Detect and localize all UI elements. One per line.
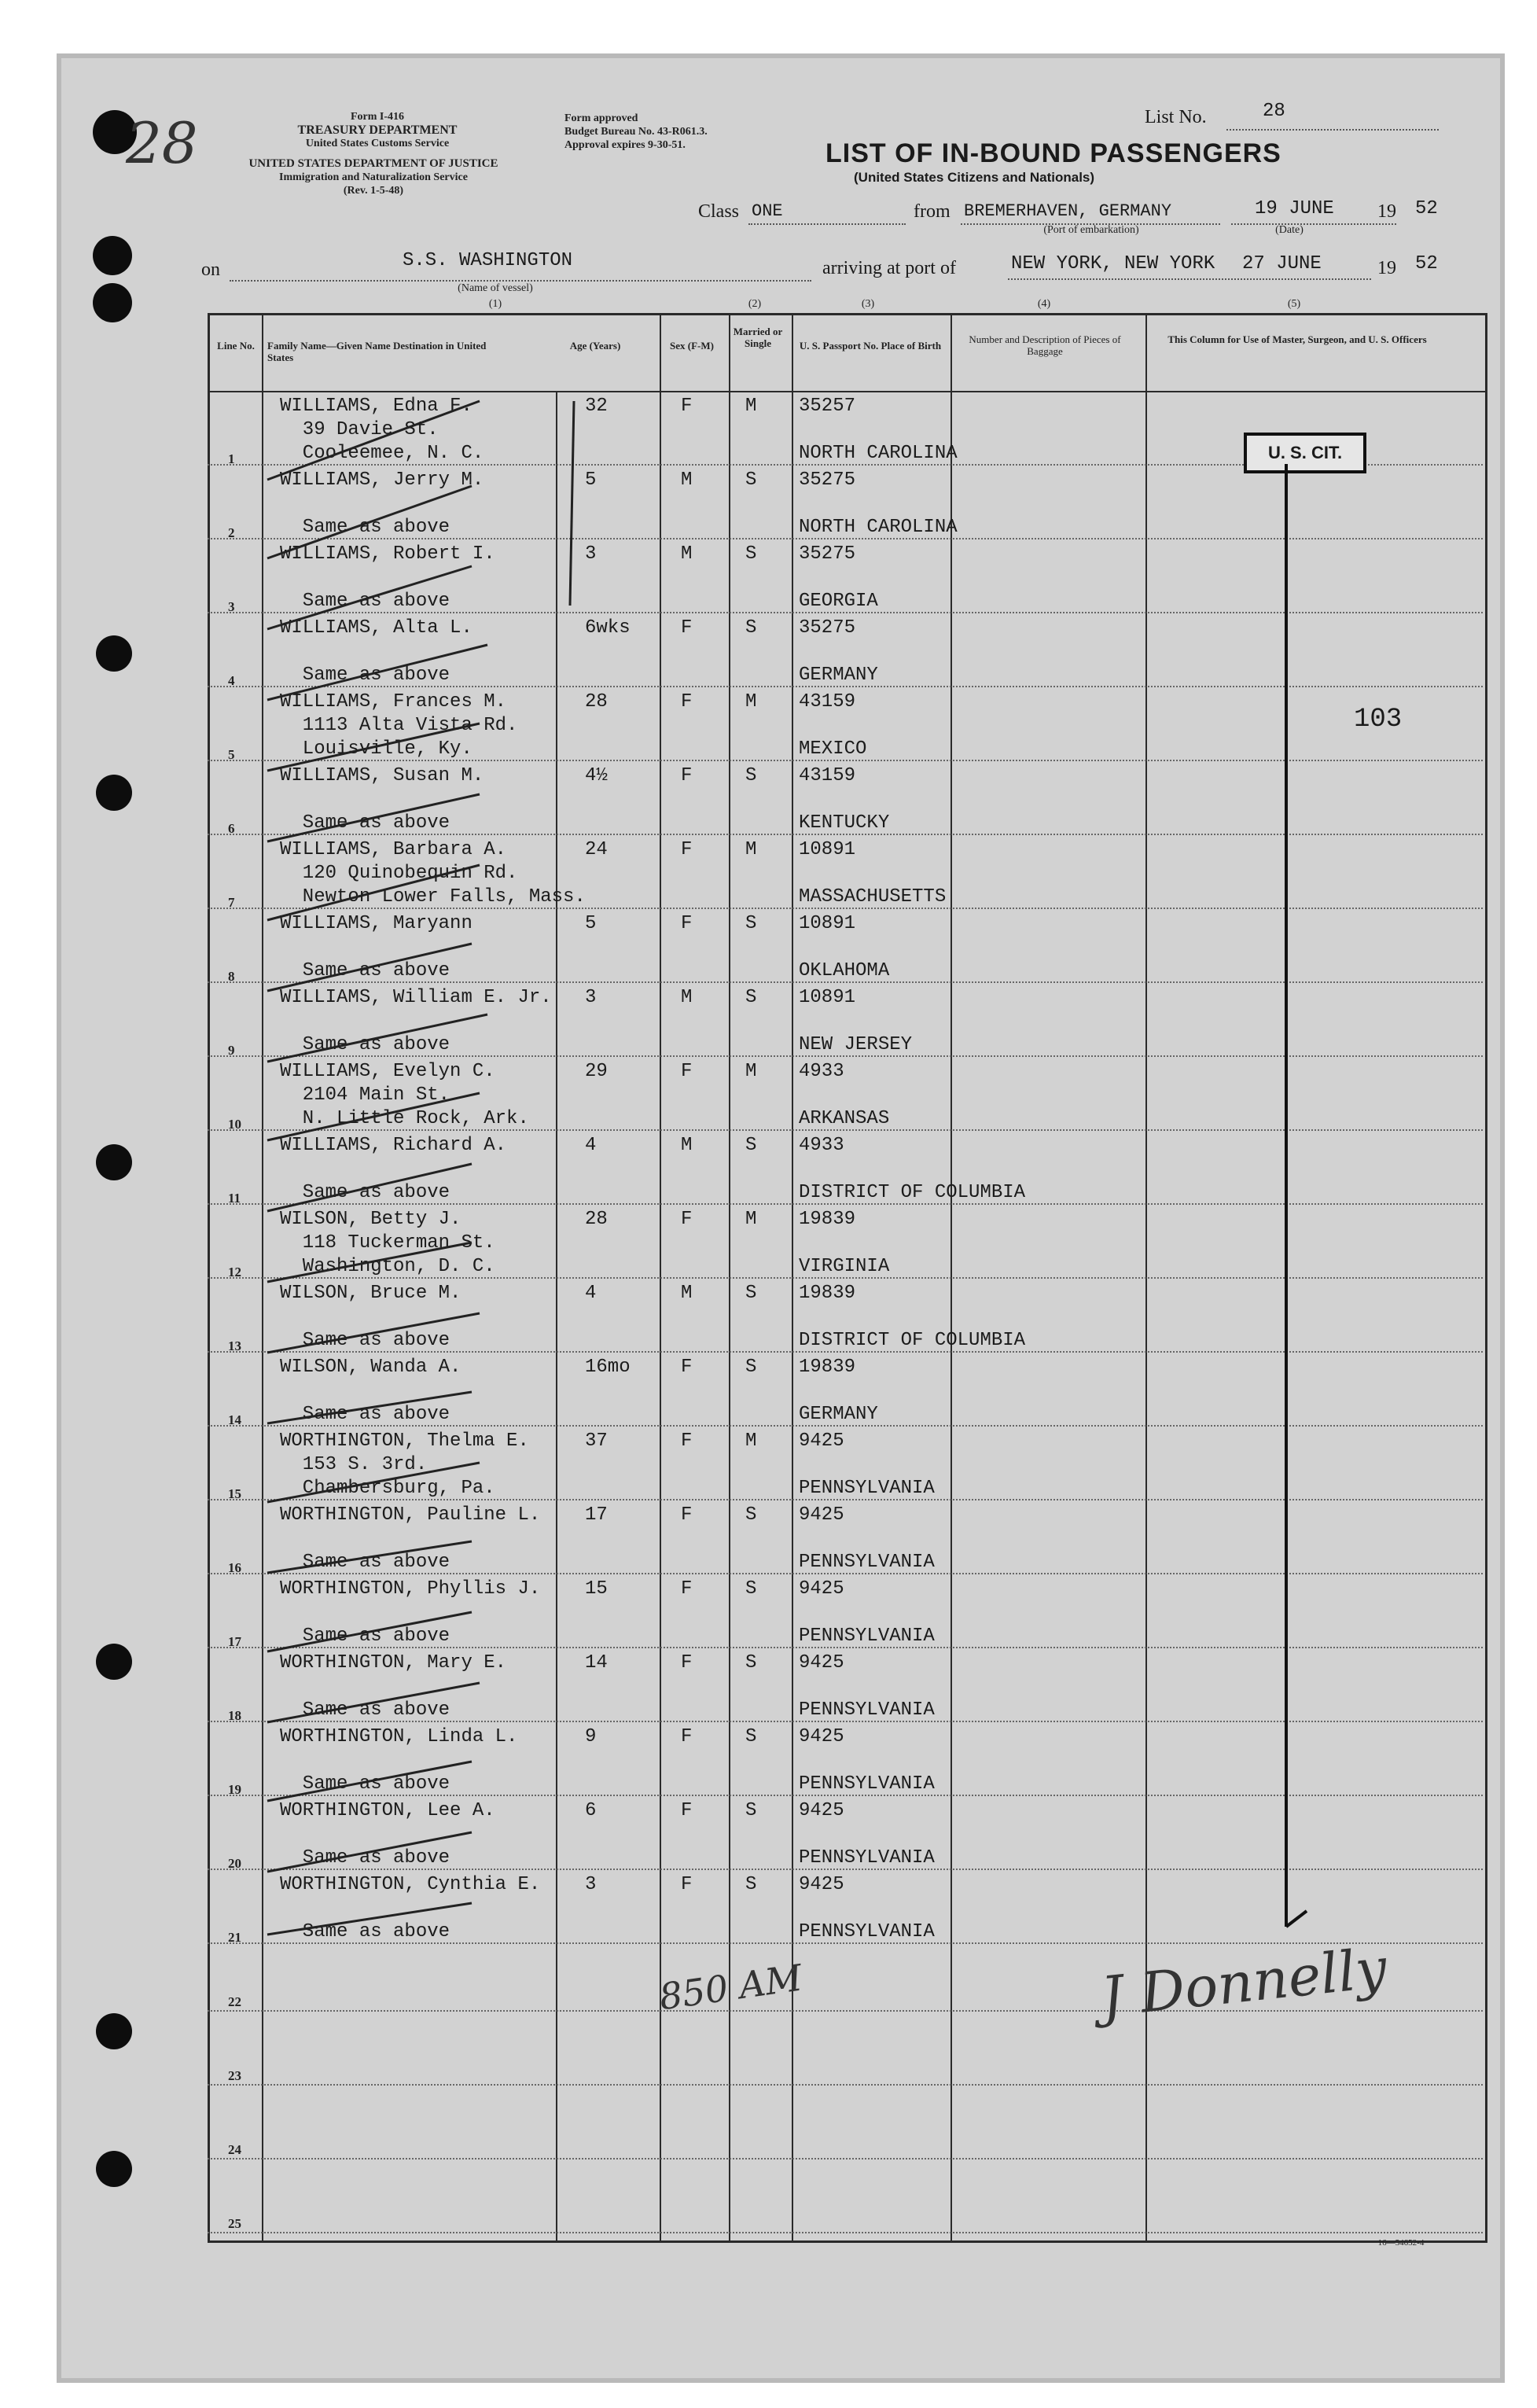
- passenger-sex: F: [681, 1209, 693, 1230]
- passenger-name: WILLIAMS, Evelyn C. 2104 Main St. N. Little Rock, Ark.: [280, 1061, 529, 1129]
- marital-status: S: [745, 469, 757, 491]
- line-number: 6: [228, 821, 235, 836]
- passenger-name: WILLIAMS, Edna F. 39 Davie St. Cooleemee, N. C.: [280, 396, 484, 464]
- us-citizen-stamp: U. S. CIT.: [1244, 433, 1366, 473]
- form-number: Form I-416: [350, 111, 405, 123]
- line-number: 1: [228, 451, 235, 466]
- punch-hole: [96, 775, 132, 811]
- place-of-birth: KENTUCKY: [799, 812, 890, 834]
- line-number: 15: [228, 1486, 241, 1501]
- embark-year: 52: [1415, 198, 1438, 219]
- marital-status: M: [745, 691, 757, 712]
- passenger-age: 29: [585, 1061, 608, 1082]
- budget-bureau: Budget Bureau No. 43-R061.3.: [564, 126, 708, 138]
- marital-status: M: [745, 1061, 757, 1082]
- passenger-name: WILLIAMS, Robert I. Same as above: [280, 543, 495, 612]
- citizen-bracket: [1258, 464, 1321, 1935]
- class-line: [748, 223, 906, 225]
- form-approved: Form approved: [564, 112, 638, 124]
- arrival-port: NEW YORK, NEW YORK: [1011, 253, 1215, 274]
- passport-number: 9425: [799, 1800, 844, 1821]
- place-of-birth: PENNSYLVANIA: [799, 1921, 935, 1942]
- line-number: 21: [228, 1930, 241, 1945]
- header-officers: This Column for Use of Master, Surgeon, and U. S. Officers: [1167, 333, 1427, 345]
- passenger-age: 6wks: [585, 617, 631, 639]
- place-of-birth: DISTRICT OF COLUMBIA: [799, 1182, 1026, 1203]
- passenger-name: WILSON, Wanda A. Same as above: [280, 1357, 461, 1425]
- vessel-name: S.S. WASHINGTON: [403, 250, 573, 271]
- passenger-age: 5: [585, 469, 597, 491]
- marital-status: S: [745, 1357, 757, 1378]
- place-of-birth: ARKANSAS: [799, 1108, 890, 1129]
- arrival-date: 27 JUNE: [1242, 253, 1322, 274]
- line-number: 22: [228, 1994, 241, 2009]
- officer-signature: J Donnelly: [1098, 1935, 1390, 2030]
- passport-number: 9425: [799, 1430, 844, 1452]
- from-label: from: [914, 201, 951, 222]
- passenger-sex: F: [681, 691, 693, 712]
- list-no-label: List No.: [1145, 107, 1207, 127]
- place-of-birth: VIRGINIA: [799, 1256, 890, 1277]
- passenger-age: 28: [585, 691, 608, 712]
- marital-status: M: [745, 1430, 757, 1452]
- header-baggage: Number and Description of Pieces of Baggage: [969, 333, 1121, 357]
- passenger-age: 16mo: [585, 1357, 631, 1378]
- marital-status: S: [745, 1726, 757, 1747]
- passenger-sex: F: [681, 1874, 693, 1895]
- passport-number: 19839: [799, 1283, 856, 1304]
- passenger-name: WILLIAMS, Frances M. 1113 Alta Vista Rd. Louisville, Ky.: [280, 691, 518, 760]
- place-of-birth: GERMANY: [799, 665, 878, 686]
- col-num-5: (5): [1287, 298, 1301, 310]
- marital-status: S: [745, 1874, 757, 1895]
- arrival-year-prefix: 19: [1377, 258, 1396, 278]
- passenger-age: 14: [585, 1652, 608, 1673]
- marital-status: S: [745, 1283, 757, 1304]
- form-id-block: [259, 110, 495, 150]
- passenger-name: WILLIAMS, Jerry M. Same as above: [280, 469, 484, 538]
- passenger-age: 28: [585, 1209, 608, 1230]
- page-title: LIST OF IN-BOUND PASSENGERS: [825, 138, 1281, 168]
- corner-number: 28: [126, 110, 198, 176]
- row-separator: [208, 2158, 1483, 2159]
- passenger-sex: F: [681, 1652, 693, 1673]
- passenger-name: WORTHINGTON, Cynthia E. Same as above: [280, 1874, 541, 1942]
- place-of-birth: PENNSYLVANIA: [799, 1847, 935, 1869]
- col-num-1: (1): [488, 298, 502, 310]
- passenger-sex: F: [681, 1357, 693, 1378]
- passenger-name: WORTHINGTON, Linda L. Same as above: [280, 1726, 518, 1795]
- passenger-sex: F: [681, 617, 693, 639]
- passport-number: 10891: [799, 839, 856, 860]
- header-passport: U. S. Passport No. Place of Birth: [799, 340, 942, 352]
- marital-status: S: [745, 1135, 757, 1156]
- list-no-value: 28: [1263, 101, 1285, 122]
- footer-code: 16—54652-4: [1377, 2238, 1425, 2248]
- passenger-name: WILSON, Bruce M. Same as above: [280, 1283, 461, 1351]
- passenger-sex: M: [681, 1135, 693, 1156]
- passport-number: 10891: [799, 913, 856, 934]
- passport-number: 9425: [799, 1652, 844, 1673]
- passenger-name: WORTHINGTON, Lee A. Same as above: [280, 1800, 495, 1869]
- punch-hole: [96, 1144, 132, 1180]
- approval-block: [564, 112, 800, 152]
- port-embark-caption: (Port of embarkation): [1043, 224, 1139, 236]
- passenger-age: 6: [585, 1800, 597, 1821]
- col-num-2: (2): [748, 298, 762, 310]
- dept-block: [200, 157, 546, 197]
- line-number: 7: [228, 895, 235, 910]
- revision: (Rev. 1-5-48): [343, 185, 404, 197]
- line-number: 16: [228, 1560, 241, 1575]
- passenger-sex: F: [681, 913, 693, 934]
- embark-date: 19 JUNE: [1255, 198, 1334, 219]
- place-of-birth: MEXICO: [799, 738, 867, 760]
- line-number: 11: [228, 1191, 241, 1206]
- marital-status: S: [745, 765, 757, 786]
- passport-number: 35275: [799, 617, 856, 639]
- passenger-age: 3: [585, 987, 597, 1008]
- punch-hole: [96, 2151, 132, 2187]
- passenger-sex: M: [681, 987, 693, 1008]
- passenger-name: WILLIAMS, Susan M. Same as above: [280, 765, 484, 834]
- from-value: BREMERHAVEN, GERMANY: [964, 201, 1172, 221]
- passenger-age: 4½: [585, 765, 608, 786]
- row-separator: [208, 2084, 1483, 2086]
- place-of-birth: NORTH CAROLINA: [799, 517, 958, 538]
- line-number: 17: [228, 1634, 241, 1649]
- line-number: 13: [228, 1338, 241, 1353]
- header-sex: Sex (F-M): [670, 340, 714, 352]
- marital-status: S: [745, 913, 757, 934]
- marital-status: M: [745, 839, 757, 860]
- marital-status: S: [745, 617, 757, 639]
- passport-number: 9425: [799, 1578, 844, 1600]
- line-number: 4: [228, 673, 235, 688]
- passenger-age: 24: [585, 839, 608, 860]
- passenger-sex: F: [681, 1726, 693, 1747]
- passenger-age: 32: [585, 396, 608, 417]
- passenger-sex: F: [681, 1061, 693, 1082]
- approval-expires: Approval expires 9-30-51.: [564, 139, 686, 151]
- header-married: Married or Single: [733, 326, 783, 349]
- line-number: 24: [228, 2142, 241, 2157]
- place-of-birth: PENNSYLVANIA: [799, 1699, 935, 1721]
- class-value: ONE: [752, 201, 783, 221]
- place-of-birth: PENNSYLVANIA: [799, 1552, 935, 1573]
- passport-number: 35257: [799, 396, 856, 417]
- date-caption: (Date): [1275, 224, 1304, 236]
- passenger-age: 15: [585, 1578, 608, 1600]
- line-number: 18: [228, 1708, 241, 1723]
- passenger-sex: F: [681, 1430, 693, 1452]
- marital-status: S: [745, 1652, 757, 1673]
- passenger-sex: F: [681, 765, 693, 786]
- passenger-age: 3: [585, 543, 597, 565]
- marital-status: S: [745, 1578, 757, 1600]
- passenger-age: 3: [585, 1874, 597, 1895]
- header-name: Family Name—Given Name Destination in United States: [267, 340, 487, 363]
- passenger-name: WILLIAMS, Barbara A. 120 Quinobequin Rd. Newton Lower Falls, Mass.: [280, 839, 586, 908]
- passport-number: 9425: [799, 1504, 844, 1526]
- marital-status: S: [745, 987, 757, 1008]
- arrival-year: 52: [1415, 253, 1438, 274]
- place-of-birth: NEW JERSEY: [799, 1034, 913, 1055]
- passenger-name: WILLIAMS, Richard A. Same as above: [280, 1135, 507, 1203]
- passenger-age: 4: [585, 1283, 597, 1304]
- line-number: 12: [228, 1265, 241, 1279]
- ins-service: Immigration and Naturalization Service: [279, 171, 468, 183]
- passenger-sex: M: [681, 469, 693, 491]
- line-number: 20: [228, 1856, 241, 1871]
- punch-hole: [96, 2013, 132, 2049]
- passenger-name: WORTHINGTON, Pauline L. Same as above: [280, 1504, 541, 1573]
- passenger-sex: F: [681, 839, 693, 860]
- passport-number: 9425: [799, 1874, 844, 1895]
- passport-number: 19839: [799, 1209, 856, 1230]
- page-subtitle: (United States Citizens and Nationals): [854, 170, 1095, 185]
- passenger-name: WILLIAMS, William E. Jr. Same as above: [280, 987, 552, 1055]
- arrival-time-note: 850 AM: [656, 1956, 805, 2019]
- passenger-name: WILLIAMS, Maryann Same as above: [280, 913, 472, 981]
- passport-number: 19839: [799, 1357, 856, 1378]
- place-of-birth: GEORGIA: [799, 591, 878, 612]
- line-number: 2: [228, 525, 235, 540]
- dept-justice: UNITED STATES DEPARTMENT OF JUSTICE: [248, 157, 498, 170]
- passport-number: 43159: [799, 691, 856, 712]
- line-number: 8: [228, 969, 235, 984]
- passport-number: 10891: [799, 987, 856, 1008]
- line-number: 3: [228, 599, 235, 614]
- place-of-birth: PENNSYLVANIA: [799, 1478, 935, 1499]
- passenger-sex: F: [681, 396, 693, 417]
- line-number: 5: [228, 747, 235, 762]
- passenger-name: WORTHINGTON, Thelma E. 153 S. 3rd. Chambersburg, Pa.: [280, 1430, 529, 1499]
- passport-number: 43159: [799, 765, 856, 786]
- row-separator: [208, 2232, 1483, 2233]
- treasury-dept: TREASURY DEPARTMENT: [297, 123, 458, 137]
- line-number: 9: [228, 1043, 235, 1058]
- marital-status: M: [745, 1209, 757, 1230]
- line-number: 23: [228, 2068, 241, 2083]
- passenger-count: 103: [1354, 705, 1403, 735]
- place-of-birth: PENNSYLVANIA: [799, 1626, 935, 1647]
- header-line-no: Line No.: [217, 340, 255, 352]
- punch-hole: [96, 635, 132, 672]
- place-of-birth: OKLAHOMA: [799, 960, 890, 981]
- embark-year-prefix: 19: [1377, 201, 1396, 222]
- customs-service: United States Customs Service: [305, 138, 450, 149]
- tick-marks: [236, 354, 582, 2029]
- header-age: Age (Years): [569, 340, 621, 352]
- passenger-sex: F: [681, 1578, 693, 1600]
- passenger-age: 5: [585, 913, 597, 934]
- passport-number: 9425: [799, 1726, 844, 1747]
- passport-number: 4933: [799, 1061, 844, 1082]
- col-num-4: (4): [1037, 298, 1051, 310]
- passenger-sex: M: [681, 1283, 693, 1304]
- passenger-name: WILSON, Betty J. 118 Tuckerman St. Washington, D. C.: [280, 1209, 495, 1277]
- passenger-name: WILLIAMS, Alta L. Same as above: [280, 617, 472, 686]
- place-of-birth: GERMANY: [799, 1404, 878, 1425]
- marital-status: S: [745, 543, 757, 565]
- place-of-birth: PENNSYLVANIA: [799, 1773, 935, 1795]
- punch-hole: [96, 1644, 132, 1680]
- punch-hole: [93, 236, 132, 275]
- passenger-sex: F: [681, 1800, 693, 1821]
- list-no-line: [1226, 129, 1439, 131]
- on-label: on: [201, 260, 220, 280]
- line-number: 19: [228, 1782, 241, 1797]
- punch-hole: [93, 283, 132, 322]
- passenger-sex: F: [681, 1504, 693, 1526]
- passenger-sex: M: [681, 543, 693, 565]
- marital-status: S: [745, 1504, 757, 1526]
- passenger-age: 9: [585, 1726, 597, 1747]
- place-of-birth: NORTH CAROLINA: [799, 443, 958, 464]
- passenger-name: WORTHINGTON, Mary E. Same as above: [280, 1652, 507, 1721]
- place-of-birth: DISTRICT OF COLUMBIA: [799, 1330, 1026, 1351]
- passport-number: 35275: [799, 469, 856, 491]
- vessel-caption: (Name of vessel): [458, 282, 533, 294]
- passenger-age: 37: [585, 1430, 608, 1452]
- passport-number: 4933: [799, 1135, 844, 1156]
- passenger-age: 17: [585, 1504, 608, 1526]
- class-label: Class: [698, 201, 740, 222]
- line-number: 10: [228, 1117, 241, 1132]
- arrival-line: [1008, 278, 1371, 280]
- passenger-name: WORTHINGTON, Phyllis J. Same as above: [280, 1578, 541, 1647]
- marital-status: M: [745, 396, 757, 417]
- marital-status: S: [745, 1800, 757, 1821]
- passenger-age: 4: [585, 1135, 597, 1156]
- line-number: 25: [228, 2216, 241, 2231]
- line-number: 14: [228, 1412, 241, 1427]
- col-num-3: (3): [861, 298, 875, 310]
- passport-number: 35275: [799, 543, 856, 565]
- arriving-label: arriving at port of: [822, 258, 956, 278]
- place-of-birth: MASSACHUSETTS: [799, 886, 947, 908]
